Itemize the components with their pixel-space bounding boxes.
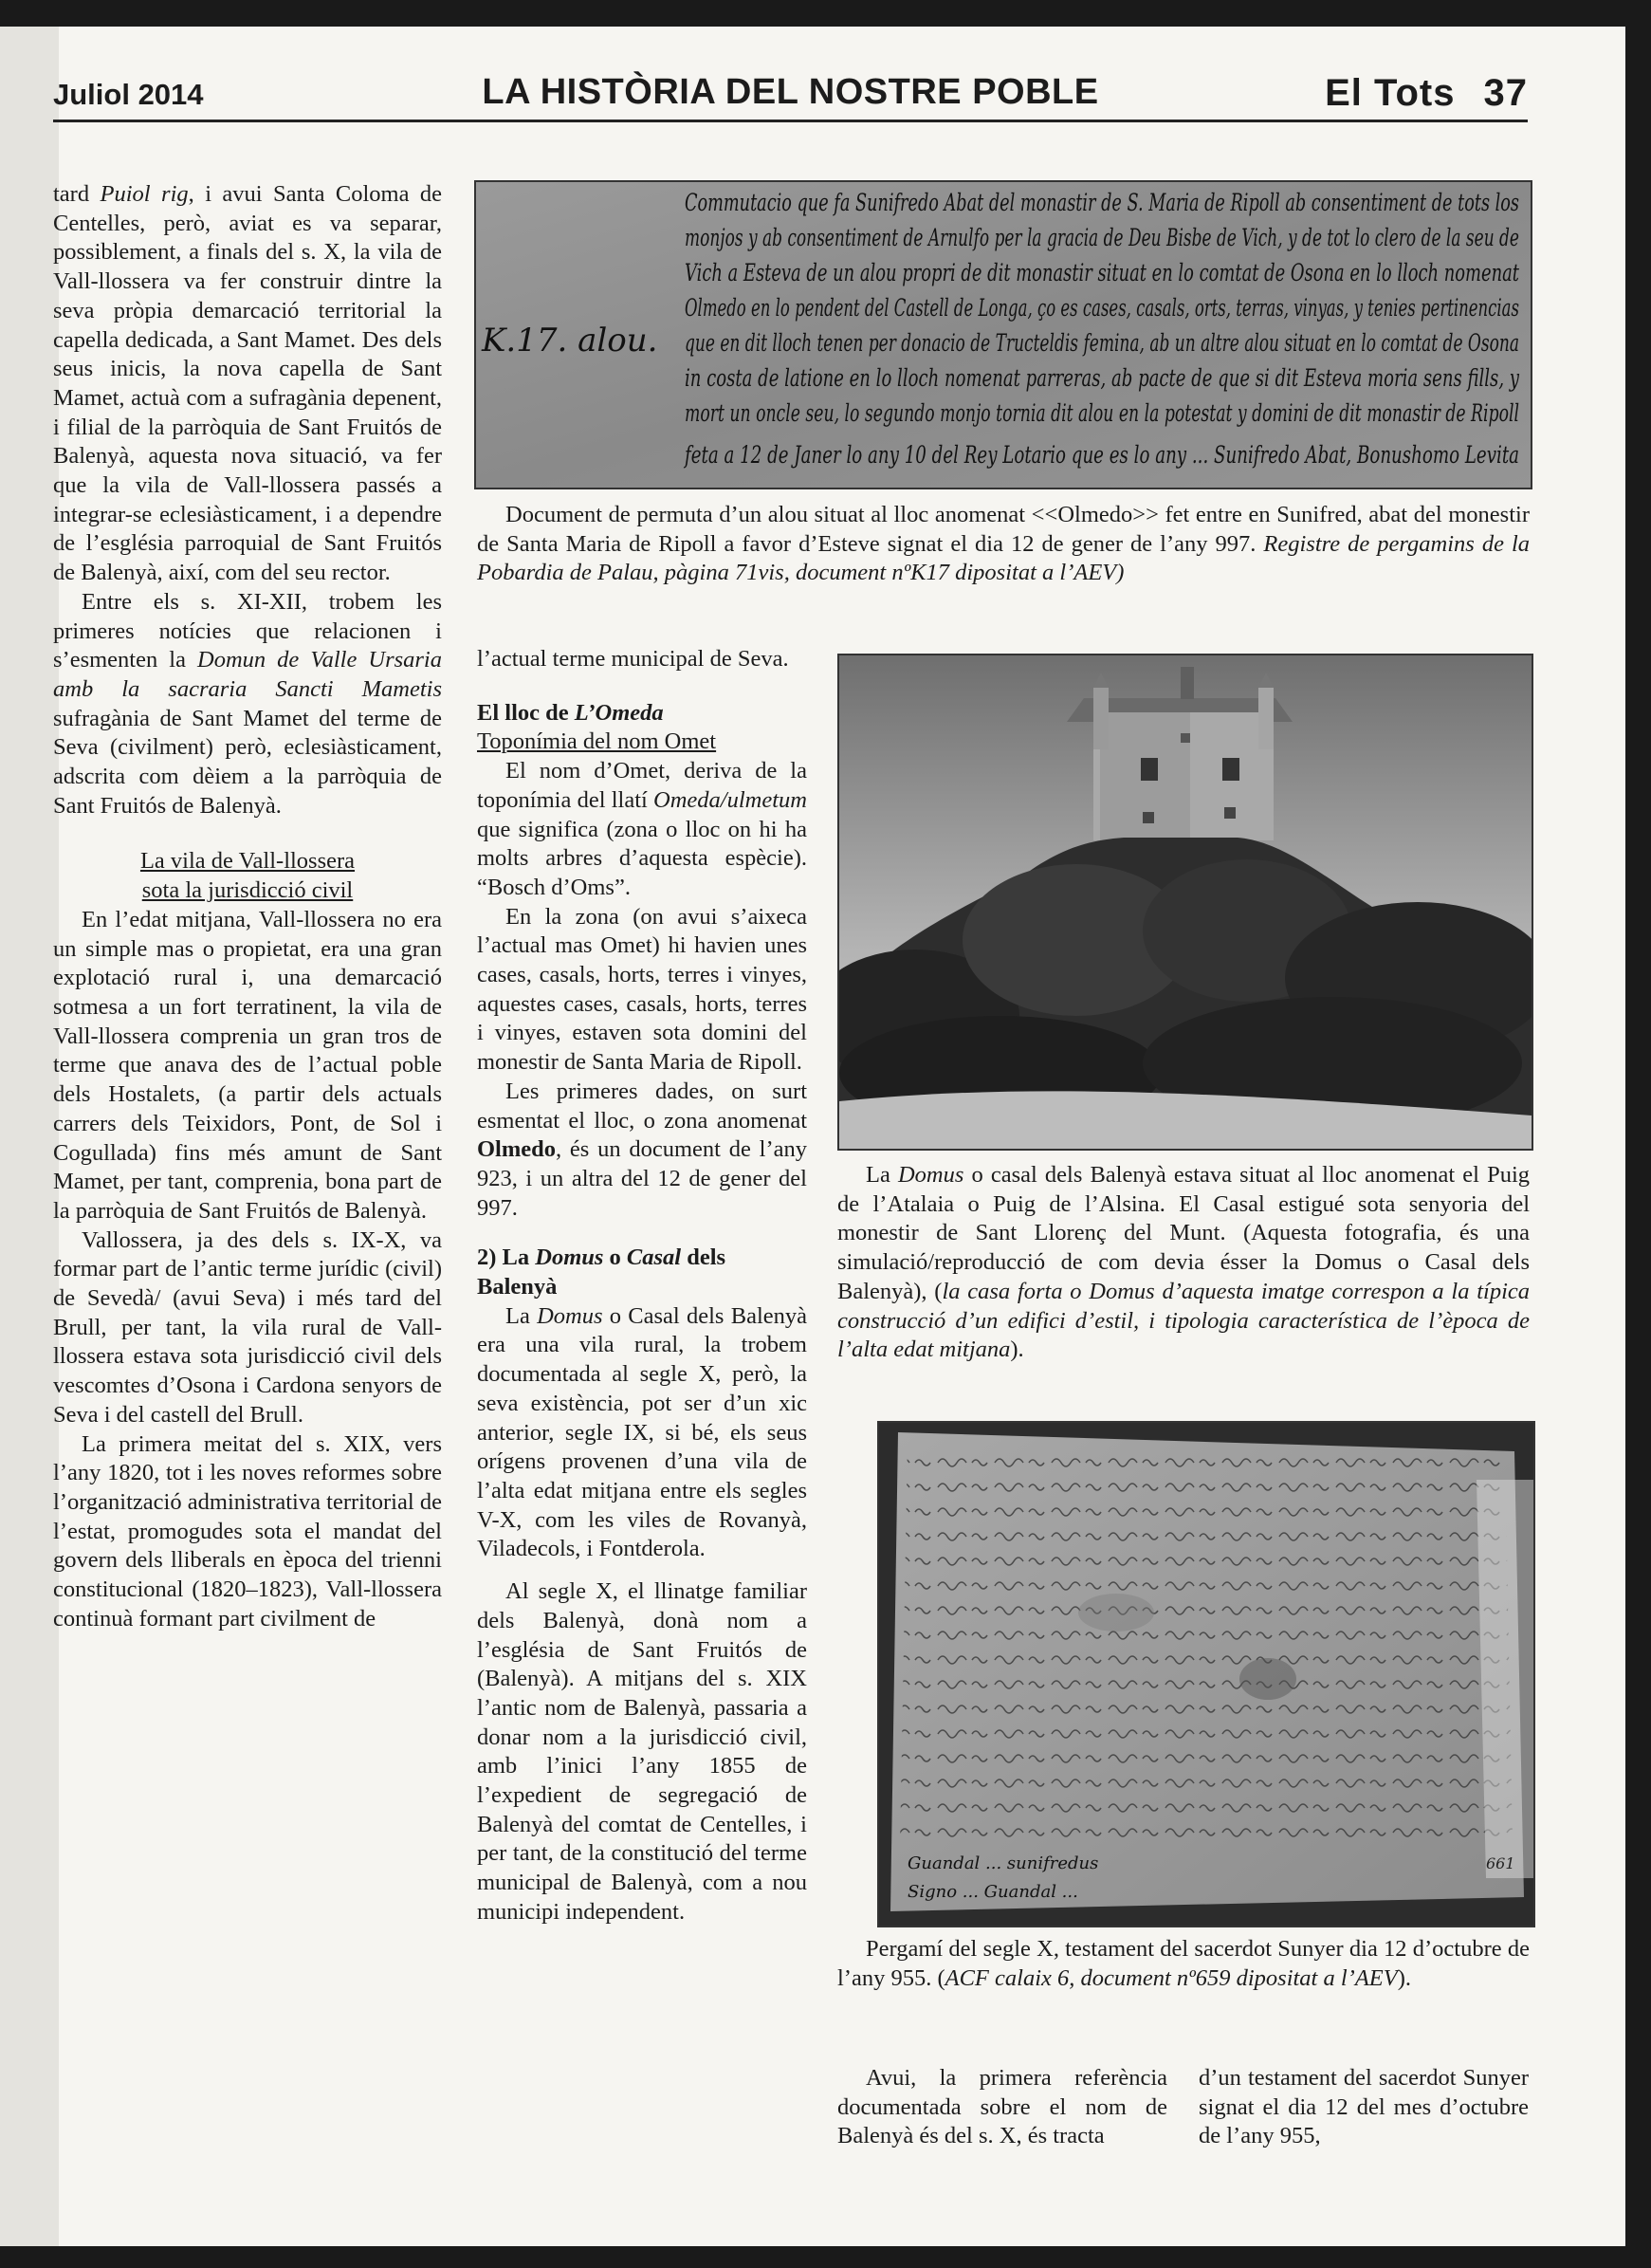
document-handwriting-image [476,182,1531,488]
handwriting-lines [684,189,1520,469]
section-heading: El lloc de L’Omeda [477,699,664,726]
figure-domus-photo [837,654,1533,1151]
parchment-corner-number: 661 [1486,1854,1515,1872]
figure-parchment [877,1421,1535,1927]
parchment-image [879,1423,1533,1926]
facing-page-edge [0,27,59,2246]
section-title: LA HISTÒRIA DEL NOSTRE POBLE [482,72,1099,112]
article-column-3b [1199,2064,1529,2151]
domus-castle-image [839,655,1532,1149]
paragraph: La primera meitat del s. XIX, vers l’any 1820, tot i les noves reformes sobre l’organització administrativa territorial de l’estat, promogudes sota el mandat del govern dels lliberals en època del trienni constitucional (1820–1823), Vall-llossera continuà formant part civilment de [53,1430,442,1632]
magazine-masthead [1325,72,1528,115]
paragraph: d’un testament del sacerdot Sunyer signat el dia 12 del mes d’octubre de l’any 955, [1199,2065,1529,2149]
handwriting-line: feta a 12 de Janer lo any 10 del Rey Lotario que es lo any ... Sunifredo Abat, Bonushomo Levita [683,441,1519,469]
caption-italic: ACF calaix 6, document nº659 dipositat a l’AEV [945,1964,1398,1991]
header-rule [53,120,1528,122]
article-column-3a [837,2064,1167,2151]
handwriting-line: Olmedo en lo pendent del Castell de Longa, ço es cases, casals, orts, terras, vinyas, y tenies pertinencias [685,294,1519,322]
handwriting-line: mort un oncle seu, lo segundo monjo tornia dit alou en la potestat y domini de dit monastir de Ripoll [685,399,1519,427]
handwriting-line: monjos y ab consentiment de Arnulfo per la gracia de Deu Bisbe de Vich, y de tot lo clero de la seu de [685,224,1519,251]
caption-text: ). [1010,1337,1024,1363]
caption-text: Pergamí del segle X, testament del sacerdot Sunyer dia 12 d’octubre de l’any 955. ( [837,1936,1530,1991]
figure-document-permuta [474,180,1532,489]
paragraph: La Domus o Casal dels Balenyà era una vila rural, la trobem documentada al segle X, però, la seva existència, pot ser d’un xic anterior, segle IX, si bé, els seus orígens provenen d’una vila de l’alta edat mitjana entre els segles V-X, com les viles de Rovanyà, Viladecols, i Fontderola. [477,1302,807,1562]
handwriting-line: in costa de latione en lo lloch nomenat parreras, ab pacte de que si dit Esteva moria sens fills, y [685,364,1520,392]
paragraph: l’actual terme municipal de Seva. [477,646,789,672]
caption-text: Document de permuta d’un alou situat al lloc anomenat <<Olmedo>> fet entre en Sunifred, abat del monestir de Santa Maria de Ripoll a favor d’Esteve signat el dia 12 de gener de l’any 997. [477,502,1530,557]
subheading: Toponímia del nom Omet [477,728,717,755]
paragraph: Vallossera, ja des dels s. IX-X, va formar part de l’antic terme jurídic (civil) de Sevedà/ (avui Seva) i més tard del Brull, per tant, la vila rural de Vall-llossera estava sota jurisdicció civil dels vescomtes d’Osona i Cardona senyors de Seva i del castell del Brull. [53,1226,442,1428]
paragraph: En l’edat mitjana, Vall-llossera no era un simple mas o propietat, era una gran explotació rural i, una demarcació sotmesa a un fort terratinent, la vila de Vall-llossera comprenia un gran tros de terme que anava des de l’actual poble dels Hostalets, (a partir dels actuals carrers dels Teixidors, Pont, de Sol i Cogullada) fins més amunt de Sant Mamet, per tant, comprenia, bona part de la parròquia de Sant Fruitós de Balenyà. [53,906,442,1224]
paragraph: Avui, la primera referència documentada sobre el nom de Balenyà és del s. X, és tracta [837,2065,1167,2149]
handwriting-line: Commutacio que fa Sunifredo Abat del monastir de S. Maria de Ripoll ab consentiment de tots los [685,189,1519,216]
paragraph: El nom d’Omet, deriva de la toponímia del llatí Omeda/ulmetum que significa (zona o lloc on hi ha molts arbres d’aquesta espècie). “Bosch d’Oms”. [477,758,807,900]
margin-note: K.17. alou. [482,322,658,360]
article-column-2 [477,645,807,1927]
caption-text: o casal dels Balenyà estava situat al lloc anomenat el Puig de l’Atalaia o Puig de l’Alsina. El Casal estigué sota senyoria del monestir de Sant Llorenç del Munt. (Aquesta fotografia, és una simulació/reproducció de com devia ésser la Domus o Casal dels Balenyà), ( [837,1162,1531,1304]
article-column-1 [53,180,442,1633]
handwriting-line: que en dit lloch tenen per donacio de Tructeldis femina, ab un altre alou situat en lo comtat de Osona [685,329,1519,357]
caption-text: La [866,1162,898,1188]
magazine-name: El Tots [1325,72,1456,114]
page-header [53,72,1528,120]
caption-domus [837,1161,1530,1365]
handwriting-line: Vich a Esteva de un alou propri de dit monastir situat en lo comtat de Osona en lo lloch nomenat [685,259,1520,286]
paragraph: Les primeres dades, on surt esmentat el lloc, o zona anomenat Olmedo, és un document de l’any 923, i un altra del 12 de gener del 997. [477,1078,807,1221]
caption-document-permuta [477,501,1530,588]
caption-text: ). [1397,1964,1412,1991]
paragraph: En la zona (on avui s’aixeca l’actual mas Omet) hi havien unes cases, casals, horts, terres i vinyes, aquestes cases, casals, horts, terres i vinyes, estaven sota domini del monestir de Santa Maria de Ripoll. [477,903,807,1076]
subheading: La vila de Vall-llossera [139,848,356,875]
caption-italic: Domus [897,1162,964,1188]
paragraph: Entre els s. XI-XII, trobem les primeres notícies que relacionen i s’esmenten la Domun de Valle Ursaria amb la sacraria Sancti Mametis sufragània de Sant Mamet del terme de Seva (civilment) però, eclesiàsticament, adscrita com dèiem a la parròquia de Sant Fruitós de Balenyà. [53,588,442,819]
issue-date: Juliol 2014 [53,78,204,111]
paragraph: tard Puiol rig, i avui Santa Coloma de Centelles, però, aviat es va separar, possiblement, a finals del s. X, la vila de Vall-llossera va fer construir dintre la seva pròpia demarcació territorial la capella dedicada, a Sant Mamet. Des dels seus inicis, la nova capella de Sant Mamet, actuà com a sufragània depenent, i filial de la parròquia de Sant Fruitós de Balenyà, aquesta nova situació, va fer que la vila de Vall-llossera passés a integrar-se eclesiàsticament, i a dependre de l’església parroquial de Sant Fruitós de Balenyà, així, com del seu rector. [53,181,443,586]
parchment-line: Signo ... Guandal ... [908,1882,1078,1902]
section-heading: 2) La Domus o Casal dels Balenyà [477,1245,726,1300]
caption-parchment [837,1935,1530,1993]
paragraph: Al segle X, el llinatge familiar dels Balenyà, donà nom a l’església de Sant Fruitós de (Balenyà). A mitjans del s. XIX l’antic nom de Balenyà, passaria a donar nom a la jurisdicció civil, amb l’inici l’any 1855 de l’expedient de segregació de Balenyà del comtat de Centelles, i per tant, de la constitució del terme municipal de Balenyà, com a nou municipi independent. [477,1578,807,1925]
caption-italic: la casa forta o Domus d’aquesta imatge correspon a la típica construcció d’un edifici d’estil, i tipologia característica de l’època de l’alta edat mitjana [837,1278,1531,1363]
caption-source: Registre de pergamins de la Pobardia de Palau, pàgina 71vis, document nºK17 dipositat a l’AEV) [477,530,1531,586]
page-number: 37 [1483,72,1528,114]
parchment-line: Guandal ... sunifredus [908,1853,1099,1873]
subheading: sota la jurisdicció civil [141,877,354,904]
